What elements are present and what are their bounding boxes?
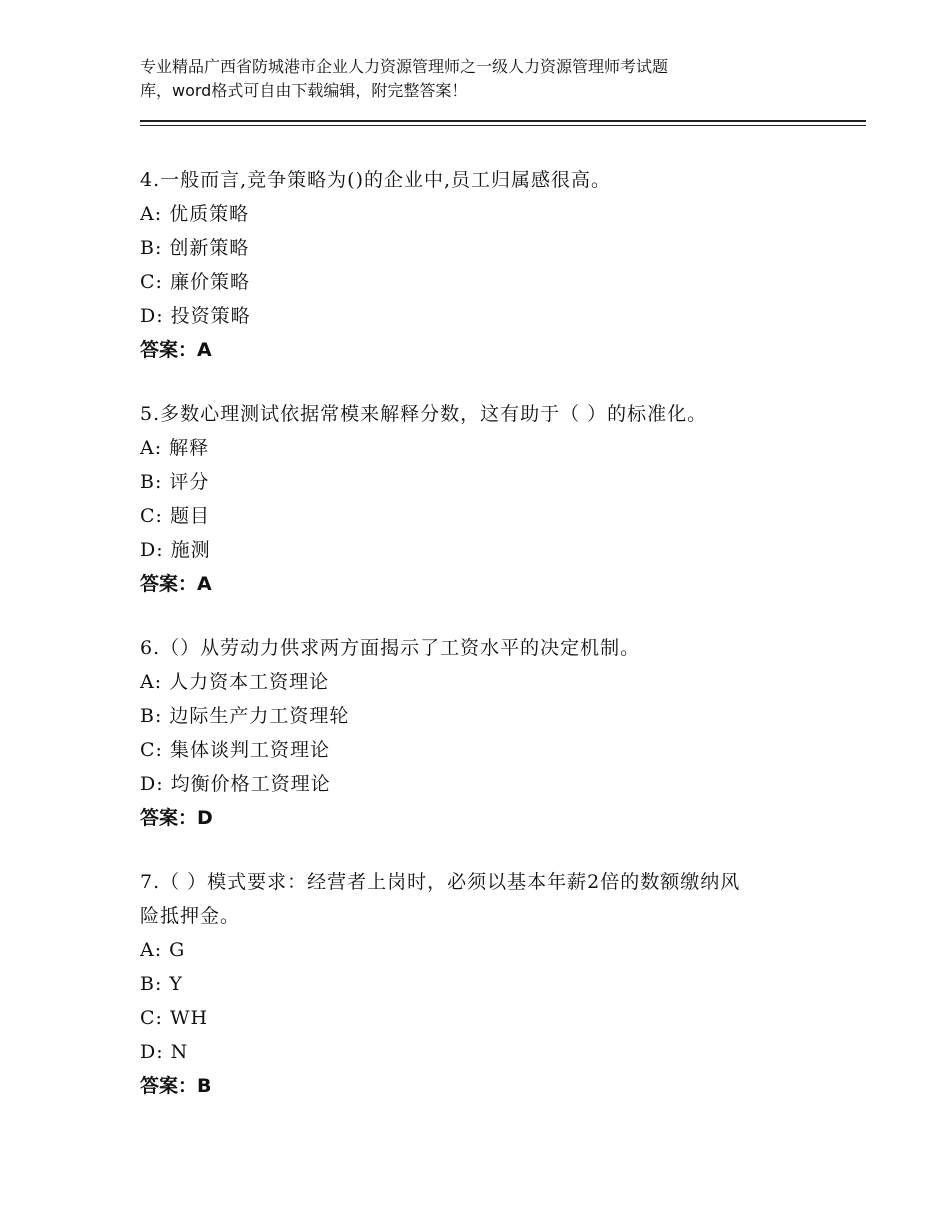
document-header [140,55,780,103]
question-stem: 6.（）从劳动力供求两方面揭示了工资水平的决定机制。 [140,637,641,659]
option-c: C: 题目 [140,505,210,527]
option-a: A: 解释 [140,437,210,459]
option-b: B: 边际生产力工资理轮 [140,705,350,727]
question-stem: 4.一般而言,竞争策略为()的企业中,员工归属感很高。 [140,169,612,191]
option-a: A: 人力资本工资理论 [140,671,330,693]
option-a: A: 优质策略 [140,203,250,225]
question-7 [140,865,840,1103]
question-4 [140,163,840,367]
option-d: D: N [140,1041,189,1063]
option-a: A: G [140,939,186,961]
answer-label: 答案：B [140,1075,212,1097]
answer-label: 答案：A [140,573,212,595]
option-d: D: 均衡价格工资理论 [140,773,331,795]
option-c: C: 廉价策略 [140,271,250,293]
question-list [140,163,840,1133]
option-b: B: 评分 [140,471,210,493]
header-divider-thin [140,125,866,126]
answer-label: 答案：D [140,807,213,829]
option-c: C: 集体谈判工资理论 [140,739,330,761]
question-stem: 7.（ ）模式要求：经营者上岗时，必须以基本年薪2倍的数额缴纳风 [140,871,741,893]
header-line-1: 专业精品广西省防城港市企业人力资源管理师之一级人力资源管理师考试题 [140,57,669,76]
header-divider-thick [140,120,866,122]
question-stem-continued: 险抵押金。 [140,905,241,927]
question-stem: 5.多数心理测试依据常模来解释分数，这有助于（ ）的标准化。 [140,403,708,425]
question-6 [140,631,840,835]
option-c: C: WH [140,1007,209,1029]
question-5 [140,397,840,601]
header-line-2: 库，word格式可自由下载编辑，附完整答案！ [140,81,468,100]
option-b: B: 创新策略 [140,237,250,259]
option-d: D: 施测 [140,539,211,561]
option-b: B: Y [140,973,183,995]
answer-label: 答案：A [140,339,212,361]
option-d: D: 投资策略 [140,305,251,327]
